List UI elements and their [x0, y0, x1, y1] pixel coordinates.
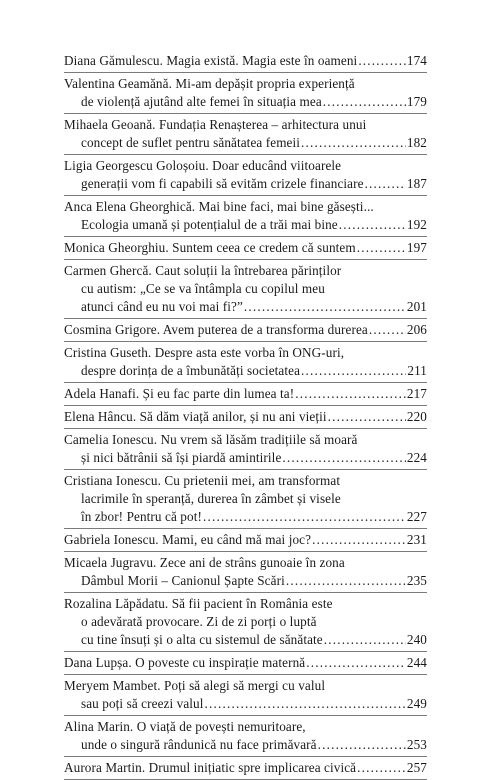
toc-entry — [64, 406, 427, 429]
toc-entry-last-line — [64, 449, 427, 467]
toc-page-number: 187 — [406, 176, 427, 191]
dot-leader — [369, 321, 406, 339]
toc-entry-line: concept de suflet pentru sănătatea femeii — [81, 135, 301, 150]
toc-entry-line: Cristiana Ionescu. Cu prietenii mei, am transformat — [64, 473, 341, 488]
toc-entry-last-line — [64, 93, 427, 111]
toc-entry-line: Adela Hanafi. Și eu fac parte din lumea ta! — [64, 386, 295, 401]
toc-entry-last-line — [64, 52, 427, 70]
toc-entry-last-line — [64, 239, 427, 257]
toc-entry-line: sau poți să creezi valul — [81, 696, 204, 711]
toc-entry — [64, 155, 427, 196]
dot-leader — [301, 134, 406, 152]
toc-entry-line: Elena Hâncu. Să dăm viață anilor, și nu ani vieții — [64, 409, 327, 424]
toc-entry-line: unde o singură rândunică nu face primăvară — [81, 737, 317, 752]
toc-entry-line: cu autism: „Ce se va întâmpla cu copilul meu — [81, 281, 325, 296]
toc-page-number: 235 — [406, 573, 427, 588]
toc-entry — [64, 652, 427, 675]
toc-page-number: 211 — [407, 363, 427, 378]
toc-entry-line: lacrimile în speranță, durerea în zâmbet și visele — [81, 491, 341, 506]
toc-entry — [64, 114, 427, 155]
dot-leader — [365, 175, 406, 193]
dot-leader — [205, 695, 406, 713]
toc-entry-line: Diana Gămulescu. Magia există. Magia este în oameni — [64, 53, 358, 68]
toc-entry-line: Dana Lupșa. O poveste cu inspirație maternă — [64, 655, 306, 670]
dot-leader — [286, 572, 406, 590]
toc-entry-line: Cosmina Grigore. Avem puterea de a transforma durerea — [64, 322, 368, 337]
toc-entry — [64, 73, 427, 114]
toc-page-number: 174 — [406, 53, 427, 68]
toc-page-number: 231 — [406, 532, 427, 547]
toc-entry — [64, 196, 427, 237]
toc-entry-last-line — [64, 321, 427, 339]
toc-entry-line: Gabriela Ionescu. Mami, eu când mă mai joc? — [64, 532, 312, 547]
dot-leader — [323, 93, 406, 111]
toc-entry-last-line — [64, 298, 427, 316]
dot-leader — [282, 449, 406, 467]
toc-entry-line: despre dorința de a îmbunătăți societatea — [81, 363, 301, 378]
toc-entry — [64, 342, 427, 383]
toc-entry-last-line — [64, 408, 427, 426]
dot-leader — [358, 52, 406, 70]
toc-page-number: 220 — [406, 409, 427, 424]
toc-page-number: 197 — [406, 240, 427, 255]
dot-leader — [324, 631, 406, 649]
toc-entry-line: de violență ajutând alte femei în situația mea — [81, 94, 322, 109]
dot-leader — [357, 759, 406, 777]
toc-entry — [64, 319, 427, 342]
dot-leader — [312, 531, 406, 549]
toc-page-number: 201 — [406, 299, 427, 314]
toc-entry-line: Mihaela Geoană. Fundația Renașterea – arhitectura unui — [64, 117, 367, 132]
toc-entry-line: generații vom fi capabili să evităm crizele financiare — [81, 176, 364, 191]
toc-entry-line: Ecologia umană și potențialul de a trăi mai bine — [81, 217, 338, 232]
toc-page-number: 253 — [406, 737, 427, 752]
toc-entry-last-line — [64, 134, 427, 152]
toc-entry-last-line — [64, 385, 427, 403]
toc-page-number: 206 — [406, 322, 427, 337]
toc-page-number: 249 — [406, 696, 427, 711]
dot-leader — [244, 298, 406, 316]
toc-entry-line: Camelia Ionescu. Nu vrem să lăsăm tradițiile să moară — [64, 432, 358, 447]
toc-entry-line: Aurora Martin. Drumul inițiatic spre implicarea civică — [64, 760, 357, 775]
toc-entry-last-line — [64, 736, 427, 754]
toc-page-number: 257 — [406, 760, 427, 775]
toc-entry-last-line — [64, 362, 427, 380]
toc-entry-last-line — [64, 654, 427, 672]
toc-entry-last-line — [64, 508, 427, 526]
toc-entry — [64, 470, 427, 529]
toc-entry-line: Dâmbul Morii – Canionul Șapte Scări — [81, 573, 285, 588]
toc-entry-line: Meryem Mambet. Poți să alegi să mergi cu valul — [64, 678, 326, 693]
toc-entry — [64, 260, 427, 319]
dot-leader — [339, 216, 406, 234]
toc-entry-line: Valentina Geamănă. Mi-am depășit propria experiență — [64, 76, 355, 91]
toc-entry — [64, 529, 427, 552]
toc-entry-line: Micaela Jugravu. Zece ani de strâns gunoaie în zona — [64, 555, 345, 570]
toc-entry-line: Monica Gheorghiu. Suntem ceea ce credem că suntem — [64, 240, 356, 255]
toc-page-number: 179 — [406, 94, 427, 109]
dot-leader — [318, 736, 406, 754]
toc-page-number: 227 — [406, 509, 427, 524]
dot-leader — [203, 508, 406, 526]
toc-page-number: 192 — [406, 217, 427, 232]
toc-page-number: 182 — [406, 135, 427, 150]
toc-entry-line: Alina Marin. O viață de povești nemuritoare, — [64, 719, 306, 734]
toc-entry-last-line — [64, 531, 427, 549]
toc-entry — [64, 50, 427, 73]
toc-entry — [64, 716, 427, 757]
toc-entry-line: atunci când eu nu voi mai fi?” — [81, 299, 243, 314]
toc-entry-line: Anca Elena Gheorghică. Mai bine faci, mai bine găsești... — [64, 199, 374, 214]
toc-entry — [64, 429, 427, 470]
dot-leader — [295, 385, 406, 403]
toc-entry-last-line — [64, 175, 427, 193]
toc-page-number: 217 — [406, 386, 427, 401]
dot-leader — [328, 408, 406, 426]
toc-entry-line: și nici bătrânii să își piardă amintirile — [81, 450, 282, 465]
toc-entry-line: Ligia Georgescu Goloșoiu. Doar educând viitoarele — [64, 158, 342, 173]
toc-entry-last-line — [64, 759, 427, 777]
toc-page-number: 224 — [406, 450, 427, 465]
toc-entry-last-line — [64, 216, 427, 234]
toc-page-number: 240 — [406, 632, 427, 647]
toc-entry-line: Rozalina Lăpădatu. Să fii pacient în România este — [64, 596, 333, 611]
toc-entry-last-line — [64, 695, 427, 713]
toc-entry — [64, 237, 427, 260]
toc-page-number: 244 — [406, 655, 427, 670]
dot-leader — [301, 362, 406, 380]
toc-entry — [64, 593, 427, 652]
toc-entry-line: Cristina Guseth. Despre asta este vorba în ONG-uri, — [64, 345, 345, 360]
toc-entry-line: în zbor! Pentru că pot! — [81, 509, 202, 524]
toc-entry — [64, 552, 427, 593]
toc-entry-line: Carmen Ghercă. Caut soluții la întrebarea părinților — [64, 263, 342, 278]
toc-entry-line: o adevărată provocare. Zi de zi porți o luptă — [81, 614, 317, 629]
toc-entry — [64, 383, 427, 406]
toc-entry — [64, 675, 427, 716]
toc-entry-line: cu tine însuți și o alta cu sistemul de sănătate — [81, 632, 323, 647]
dot-leader — [357, 239, 406, 257]
toc-entry-last-line — [64, 572, 427, 590]
dot-leader — [306, 654, 406, 672]
toc-entry-last-line — [64, 631, 427, 649]
